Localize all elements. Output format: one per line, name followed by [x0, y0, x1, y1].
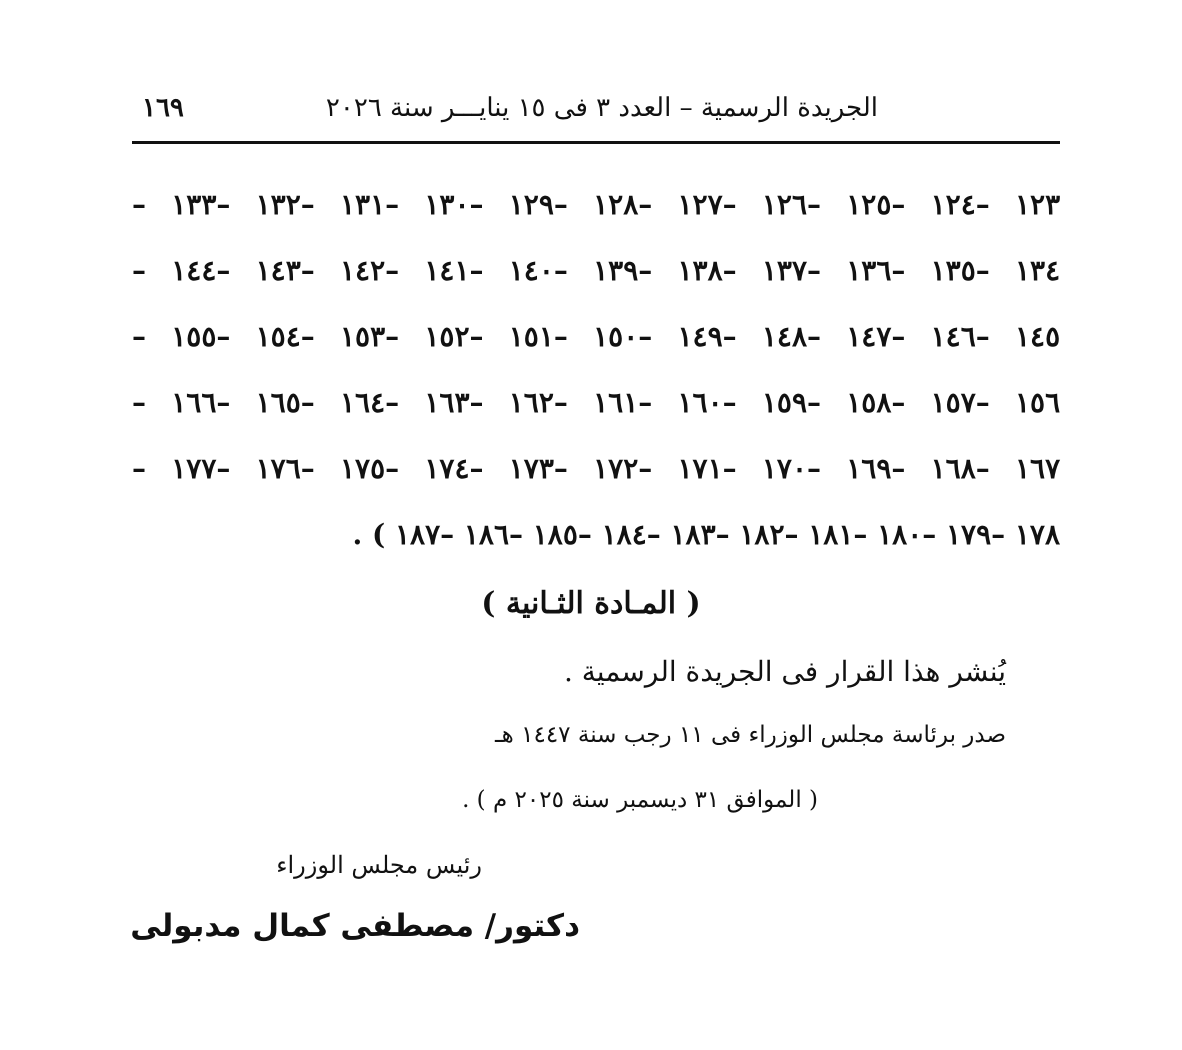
page-number: ١٦٩	[142, 93, 184, 123]
page-header	[132, 88, 1060, 128]
gazette-title: الجريدة الرسمية – العدد ٣ فى ١٥ ينايـــر سنة ٢٠٢٦	[325, 93, 878, 123]
numbers-line: ١٤٥ –١٤٦ –١٤٧ –١٤٨ –١٤٩ –١٥٠ –١٥١ –١٥٢ –١٥٣ –١٥٤ –١٥٥ –	[132, 320, 1061, 353]
numbers-line: ١٢٣ –١٢٤ –١٢٥ –١٢٦ –١٢٧ –١٢٨ –١٢٩ –١٣٠ –١٣١ –١٣٢ –١٣٣ –	[132, 188, 1061, 221]
numbers-line: ١٣٤ –١٣٥ –١٣٦ –١٣٧ –١٣٨ –١٣٩ –١٤٠ –١٤١ –١٤٢ –١٤٣ –١٤٤ –	[132, 254, 1061, 287]
article-numbers-list	[132, 180, 1060, 576]
header-divider	[132, 141, 1060, 144]
issuance-statement: صدر برئاسة مجلس الوزراء فى ١١ رجب سنة ١٤٤٧ هـ	[494, 722, 1006, 748]
signer-title: رئيس مجلس الوزراء	[276, 851, 482, 879]
numbers-line-final: ١٧٨ –١٧٩ –١٨٠ –١٨١ –١٨٢ –١٨٣ –١٨٤ –١٨٥ –١٨٦ –١٨٧ ) .	[352, 518, 1060, 551]
article-heading: ( المـادة الثـانية )	[481, 586, 701, 621]
numbers-line: ١٥٦ –١٥٧ –١٥٨ –١٥٩ –١٦٠ –١٦١ –١٦٢ –١٦٣ –١٦٤ –١٦٥ –١٦٦ –	[132, 386, 1061, 419]
signer-name: دكتور/ مصطفى كمال مدبولى	[130, 908, 580, 944]
publish-clause: يُنشر هذا القرار فى الجريدة الرسمية .	[563, 655, 1006, 688]
numbers-line: ١٦٧ –١٦٨ –١٦٩ –١٧٠ –١٧١ –١٧٢ –١٧٣ –١٧٤ –١٧٥ –١٧٦ –١٧٧ –	[132, 452, 1061, 485]
gregorian-date-statement: ( الموافق ٣١ ديسمبر سنة ٢٠٢٥ م ) .	[462, 787, 818, 813]
